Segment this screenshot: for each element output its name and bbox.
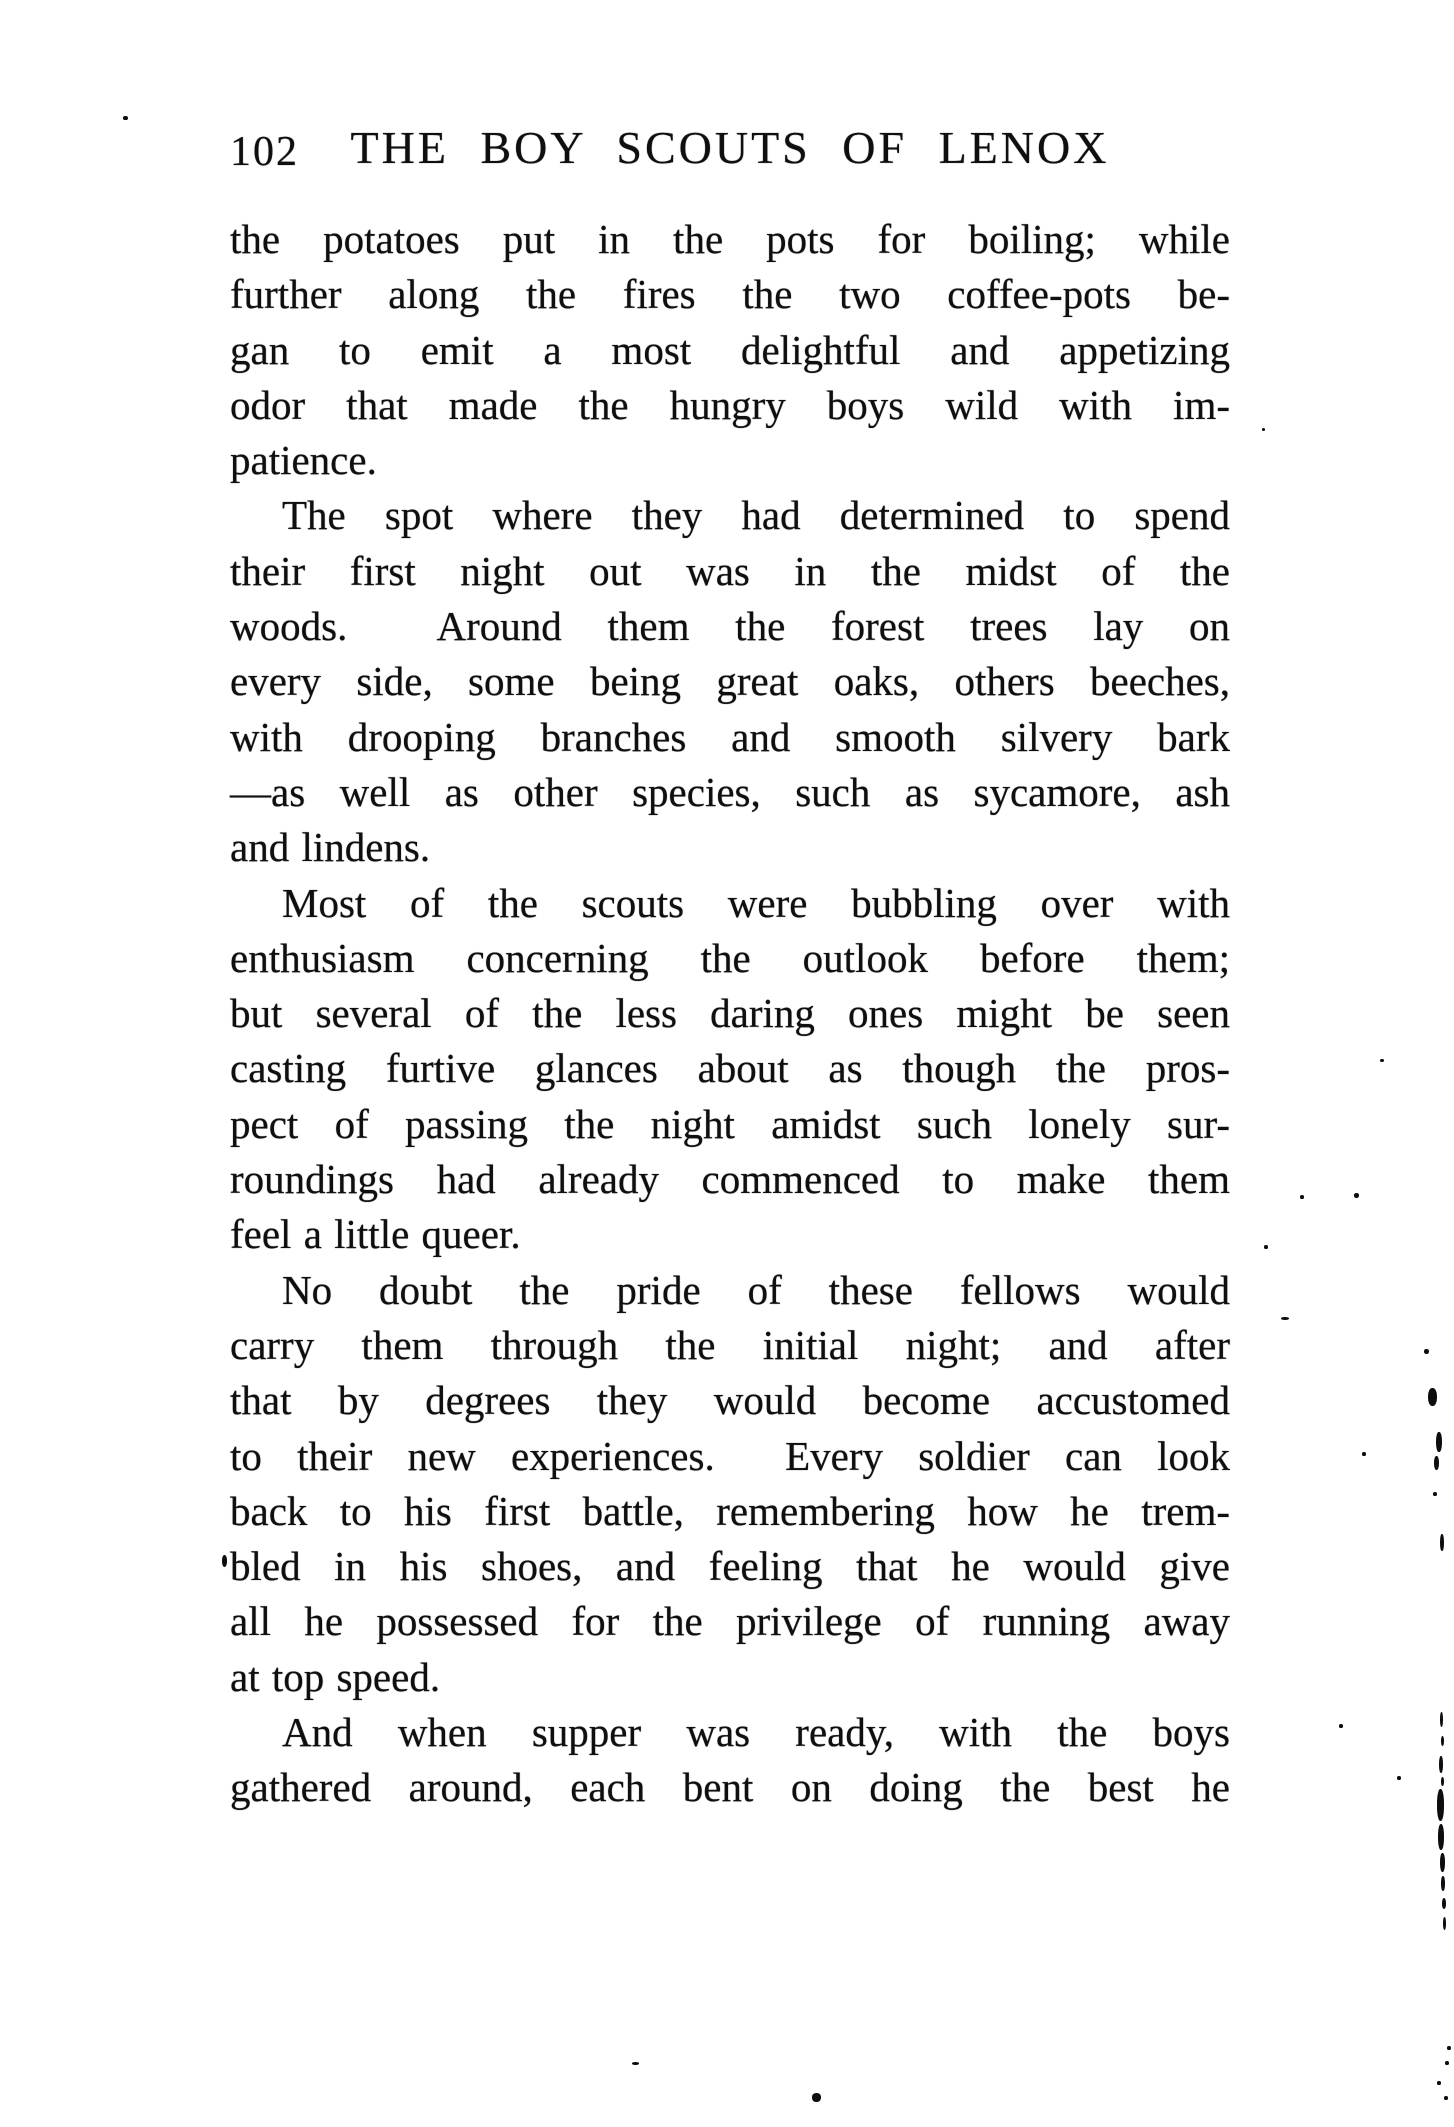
text-line: and lindens.: [230, 824, 431, 871]
ink-speck: [1442, 1898, 1446, 1909]
text-line: with drooping branches and smooth silvery bark: [230, 713, 1230, 760]
text-line: every side, some being great oaks, others beeches,: [230, 658, 1230, 705]
ink-speck: [1443, 1917, 1446, 1930]
text-line: to their new experiences. Every soldier can look: [230, 1432, 1230, 1479]
text-line: gathered around, each bent on doing the best he: [230, 1764, 1230, 1811]
ink-speck: [1264, 1245, 1268, 1249]
text-line: pect of passing the night amidst such lonely sur-: [230, 1100, 1230, 1147]
text-line: No doubt the pride of these fellows would: [282, 1266, 1230, 1313]
ink-speck: [1444, 2096, 1448, 2100]
text-line: back to his first battle, remembering how he trem-: [230, 1487, 1230, 1534]
ink-speck: [1262, 428, 1265, 431]
text-line: but several of the less daring ones might be seen: [230, 990, 1230, 1037]
text-line: patience.: [230, 437, 377, 484]
text-line: enthusiasm concerning the outlook before them;: [230, 934, 1230, 981]
ink-speck: [1397, 1776, 1401, 1780]
ink-speck: [1438, 1824, 1444, 1850]
ink-speck: [222, 1555, 227, 1567]
ink-speck: [812, 2093, 821, 2102]
ink-speck: [1428, 1388, 1437, 1406]
ink-speck: [1441, 1777, 1444, 1786]
text-line: woods. Around them the forest trees lay on: [230, 603, 1230, 650]
ink-speck: [123, 116, 128, 120]
text-line: odor that made the hungry boys wild with im-: [230, 381, 1230, 428]
ink-speck: [1424, 1349, 1429, 1354]
running-header: [230, 123, 1230, 181]
text-line: at top speed.: [230, 1653, 441, 1700]
ink-speck: [1437, 2081, 1441, 2085]
ink-speck: [1440, 1712, 1443, 1727]
ink-speck: [1434, 1456, 1439, 1470]
ink-speck: [1436, 1432, 1442, 1452]
ink-speck: [632, 2062, 639, 2065]
text-line: that by degrees they would become accustomed: [230, 1377, 1230, 1424]
ink-speck: [1433, 1492, 1437, 1496]
ink-speck: [1440, 1534, 1444, 1551]
text-line: carry them through the initial night; and after: [230, 1321, 1230, 1368]
text-line: gan to emit a most delightful and appetizing: [230, 326, 1230, 373]
ink-speck: [1281, 1317, 1289, 1320]
ink-speck: [1447, 2046, 1451, 2050]
running-title: THE BOY SCOUTS OF LENOX: [350, 122, 1110, 173]
ink-speck: [1440, 1853, 1445, 1872]
text-line: The spot where they had determined to spend: [282, 492, 1230, 539]
ink-speck: [1362, 1452, 1366, 1456]
text-line: further along the fires the two coffee-pots be-: [230, 271, 1230, 318]
text-line: feel a little queer.: [230, 1211, 521, 1258]
text-line: all he possessed for the privilege of running away: [230, 1598, 1230, 1645]
text-line: Most of the scouts were bubbling over with: [282, 879, 1230, 926]
ink-speck: [1339, 1724, 1343, 1728]
text-line: the potatoes put in the pots for boiling; while: [230, 216, 1230, 262]
text-line: roundings had already commenced to make them: [230, 1156, 1230, 1203]
text-line: And when supper was ready, with the boys: [282, 1709, 1230, 1756]
ink-speck: [1437, 1789, 1444, 1821]
ink-speck: [1439, 1756, 1443, 1773]
page-number: 102: [230, 129, 299, 175]
body-text: [230, 212, 1230, 1816]
text-line: bled in his shoes, and feeling that he would give: [230, 1543, 1230, 1590]
ink-speck: [1354, 1193, 1359, 1198]
ink-speck: [1445, 2061, 1449, 2065]
text-line: casting furtive glances about as though the pros-: [230, 1045, 1230, 1092]
ink-speck: [1441, 1736, 1444, 1746]
text-line: their first night out was in the midst of the: [230, 547, 1230, 594]
ink-speck: [1441, 1876, 1445, 1891]
ink-speck: [1380, 1059, 1384, 1062]
text-line: —as well as other species, such as sycamore, ash: [230, 768, 1230, 815]
ink-speck: [1300, 1195, 1304, 1199]
